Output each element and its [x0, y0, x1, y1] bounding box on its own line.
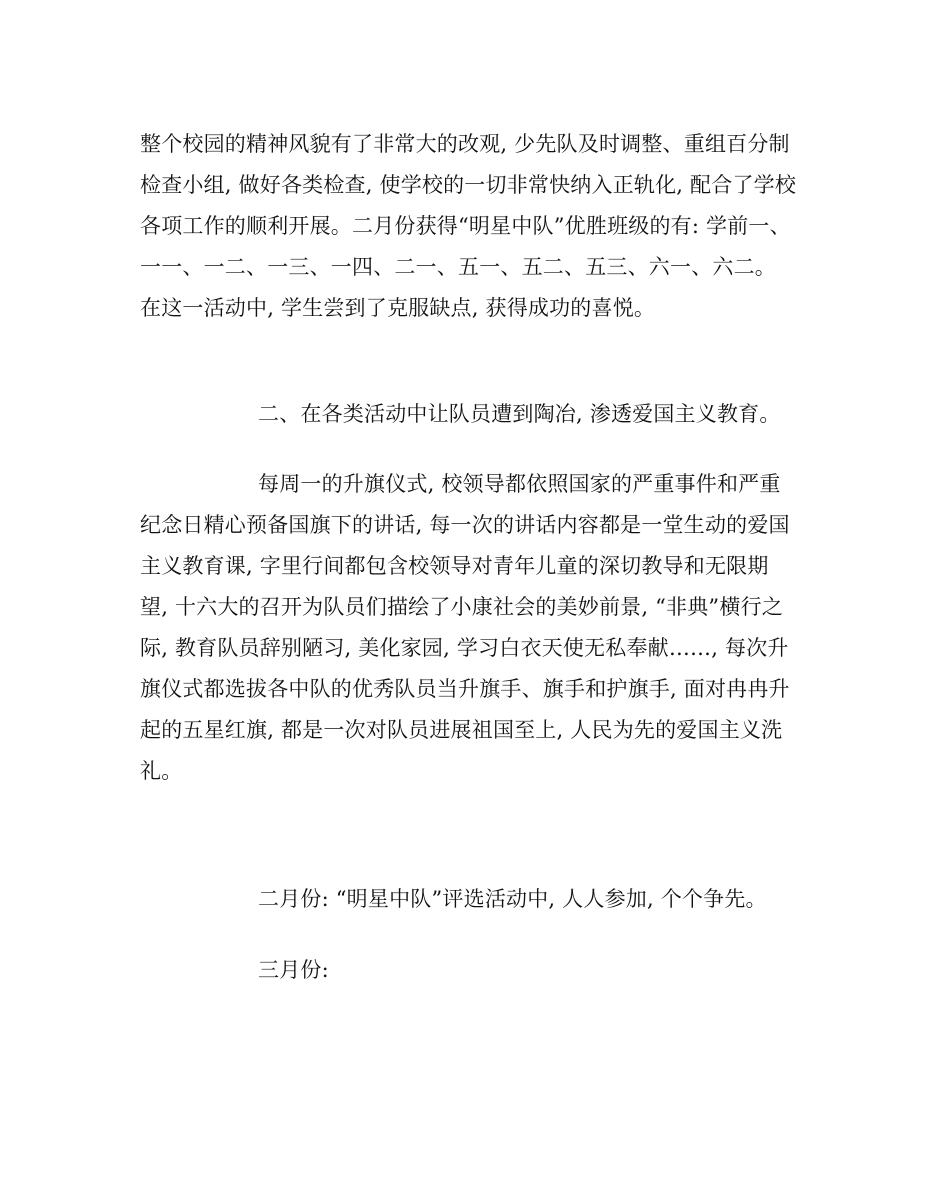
paragraph-line: 各项工作的顺利开展。二月份获得“明星中队”优胜班级的有: 学前一、	[140, 214, 791, 238]
february-note	[140, 879, 810, 920]
section-heading-2	[140, 394, 810, 435]
paragraph-line: 在这一活动中, 学生尝到了克服缺点, 获得成功的喜悦。	[140, 296, 656, 320]
paragraph-line: 一一、一二、一三、一四、二一、五一、五二、五三、六一、六二。	[140, 255, 776, 279]
section-heading-text: 二、在各类活动中让队员遭到陶冶, 渗透爱国主义教育。	[258, 402, 781, 426]
paragraph-line: 整个校园的精神风貌有了非常大的改观, 少先队及时调整、重组百分制	[140, 132, 790, 156]
paragraph-line: 际, 教育队员辞别陋习, 美化家园, 学习白衣天使无私奉献……, 每次升	[140, 636, 789, 660]
paragraph-line: 起的五星红旗, 都是一次对队员进展祖国至上, 人民为先的爱国主义洗	[140, 718, 783, 742]
march-note-text: 三月份:	[258, 958, 329, 982]
paragraph-star-squad-results	[140, 124, 810, 329]
paragraph-line: 望, 十六大的召开为队员们描绘了小康社会的美妙前景, “非典”横行之	[140, 595, 783, 619]
march-note	[140, 950, 810, 991]
paragraph-line: 检查小组, 做好各类检查, 使学校的一切非常快纳入正轨化, 配合了学校	[140, 173, 797, 197]
paragraph-flag-ceremony	[140, 464, 810, 792]
paragraph-line: 礼。	[140, 759, 183, 783]
february-note-text: 二月份: “明星中队”评选活动中, 人人参加, 个个争先。	[258, 887, 767, 911]
paragraph-line: 主义教育课, 字里行间都包含校领导对青年儿童的深切教导和无限期	[140, 554, 769, 578]
paragraph-line: 每周一的升旗仪式, 校领导都依照国家的严重事件和严重	[258, 472, 781, 496]
paragraph-line: 旗仪式都选拔各中队的优秀队员当升旗手、旗手和护旗手, 面对冉冉升	[140, 677, 790, 701]
paragraph-line: 纪念日精心预备国旗下的讲话, 每一次的讲话内容都是一堂生动的爱国	[140, 513, 790, 537]
